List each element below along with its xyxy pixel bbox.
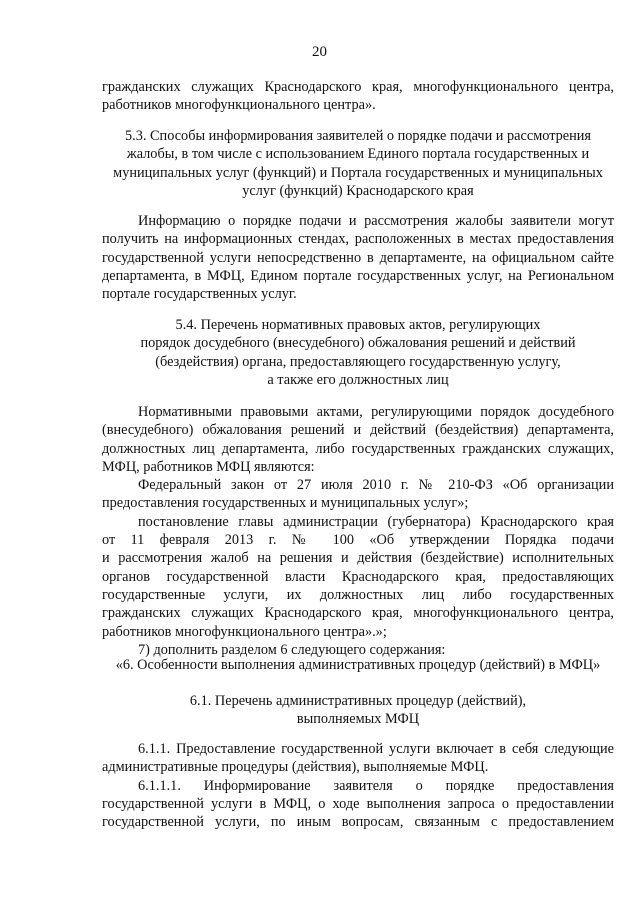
section-heading-6-1 — [102, 692, 614, 729]
text-line: Федеральный закон от 27 июля 2010 г. № 210-ФЗ «Об организации — [138, 477, 614, 494]
heading-line: услуг (функций) Краснодарского края — [242, 182, 474, 199]
text-line: работников многофункционального центра».»; — [102, 623, 387, 640]
text-line: Нормативными правовыми актами, регулирующими порядок досудебного — [138, 404, 614, 420]
text-line: 6.1.1.1. Информирование заявителя о порядке предоставления — [138, 777, 614, 794]
text-line: МФЦ, работников МФЦ являются: — [102, 458, 315, 475]
heading-line: выполняемых МФЦ — [296, 711, 420, 728]
text-line: (внесудебного) обжалования решений и действий (бездействия) департамента, — [102, 422, 614, 439]
text-line: административные процедуры (действия), выполняемые МФЦ. — [102, 759, 489, 776]
heading-line: 5.3. Способы информирования заявителей о порядке подачи и рассмотрения — [124, 128, 592, 144]
section-heading-5-4 — [96, 316, 620, 389]
heading-line: муниципальных услуг (функций) и Портала государственных и муниципальных — [113, 164, 603, 181]
text-line: работников многофункционального центра». — [102, 97, 376, 114]
heading-line: а также его должностных лиц — [267, 371, 449, 388]
text-line: и рассмотрения жалоб на решения и действия (бездействие) исполнительных — [102, 550, 614, 567]
text-line: органов государственной власти Краснодарского края, предоставляющих — [102, 568, 614, 585]
text-line: портале государственных услуг. — [102, 286, 297, 303]
text-line: 7) дополнить разделом 6 следующего содержания: — [138, 641, 446, 658]
text-line: должностных лиц департамента, либо государственных гражданских служащих, — [102, 440, 614, 457]
text-line: предоставления государственных и муниципальных услуг»; — [102, 495, 469, 512]
heading-line: «6. Особенности выполнения административных процедур (действий) в МФЦ» — [115, 657, 601, 673]
paragraph-5-3 — [102, 212, 614, 303]
text-line: постановление главы администрации (губернатора) Краснодарского края — [138, 513, 614, 530]
page-number: 20 — [312, 44, 327, 60]
heading-line: жалобы, в том числе с использованием Единого портала государственных и — [126, 146, 590, 163]
section-heading-5-3 — [96, 127, 620, 200]
heading-line: порядок досудебного (внесудебного) обжалования решений и действий — [140, 335, 576, 352]
heading-line: (бездействия) органа, предоставляющего государственную услугу, — [155, 353, 561, 370]
continuation-paragraph — [102, 78, 614, 115]
text-line: получить на информационных стендах, расположенных в местах предоставления — [102, 231, 614, 248]
text-line: 6.1.1. Предоставление государственной услуги включает в себя следующие — [138, 741, 614, 757]
text-line: гражданских служащих Краснодарского края, многофункционального центра, — [102, 79, 614, 95]
text-line: гражданских служащих Краснодарского края, многофункционального центра, — [102, 605, 614, 622]
text-line: государственной услуги в МФЦ, о ходе выполнения запроса о предоставлении — [102, 795, 614, 812]
text-line: Информацию о порядке подачи и рассмотрения жалобы заявители могут — [138, 213, 614, 229]
text-line: от 11 февраля 2013 г. № 100 «Об утверждении Порядка подачи — [102, 532, 614, 549]
text-line: государственной услуги, по иным вопросам, связанным с предоставлением — [102, 814, 614, 831]
paragraph-6-1-1 — [102, 740, 614, 831]
heading-line: 5.4. Перечень нормативных правовых актов, регулирующих — [175, 317, 541, 333]
heading-line: 6.1. Перечень административных процедур (действий), — [189, 693, 527, 709]
text-line: государственные услуги, их должностных лиц либо государственных — [102, 586, 614, 603]
paragraph-5-4 — [102, 403, 614, 659]
text-line: департамента, в МФЦ, Едином портале государственных услуг, на Региональном — [102, 267, 614, 284]
text-line: государственной услуги непосредственно в департаменте, на официальном сайте — [102, 249, 614, 266]
section-heading-6 — [90, 656, 626, 674]
